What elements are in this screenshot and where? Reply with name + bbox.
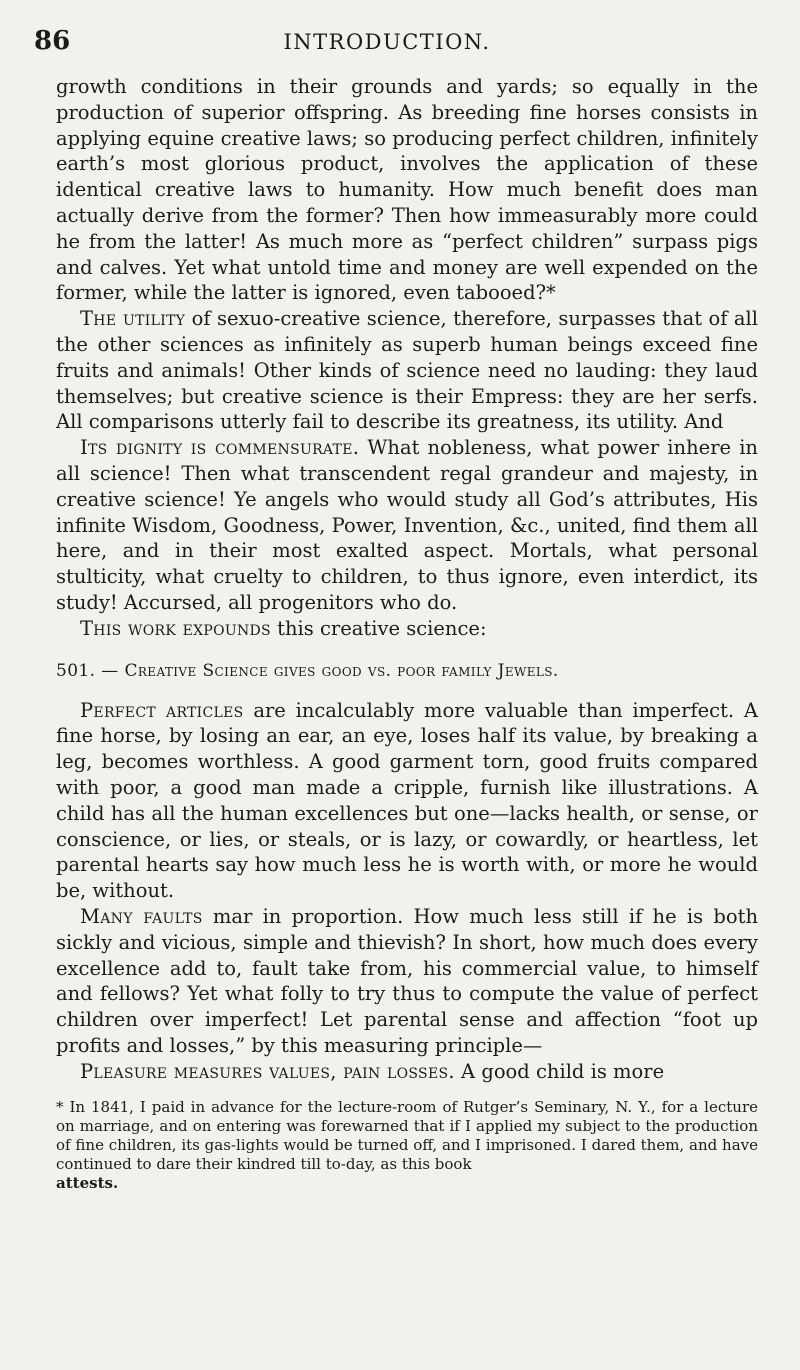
paragraph-1: growth conditions in their grounds and yards; so equally in the production of superior offspring. As breeding fine horses consists in applying equine creative laws; so producing perfect children, infinitely earth’s most glorious product, involves the application of these identical creative laws to humanity. How much benefit does man actually derive from the former? Then how immeasurably more could he from the latter! As much more as “perfect children” surpass pigs and calves. Yet what untold time and money are well expended on the former, while the latter is ignored, even tabooed?* bbox=[56, 75, 758, 305]
paragraph-text: A good child is more bbox=[454, 1059, 665, 1083]
footnote-text: * In 1841, I paid in advance for the lecture-room of Rutger’s Seminary, N. Y., for a lecture on marriage, and on entering was forewarned that if I applied my subject to the production of fine children, its gas-lights would be turned off, and I imprisoned. I dared them, and have continued to dare their kindred till to-day, as this book bbox=[56, 1098, 758, 1174]
lead-in: This work expounds bbox=[80, 616, 271, 640]
lead-in: The utility bbox=[80, 307, 186, 331]
paragraph-perfect-articles bbox=[56, 698, 758, 904]
paragraph-text: of sexuo-creative science, therefore, surpasses that of all the other sciences as infinitely as superb human beings exceed fine fruits and animals! Other kinds of science need no lauding: they laud themselves; but creative science is their Empress: they are her serfs. All comparisons utterly fail to describe its greatness, its utility. And bbox=[56, 307, 758, 434]
running-title: INTRODUCTION. bbox=[283, 30, 491, 54]
paragraph-text: this creative science: bbox=[270, 616, 487, 640]
lead-in: Many faults bbox=[80, 904, 203, 928]
paragraph-dignity bbox=[56, 435, 758, 616]
lead-in: Pleasure measures values, pain losses. bbox=[80, 1059, 455, 1083]
page-number: 86 bbox=[34, 26, 71, 56]
paragraph-this-work bbox=[56, 616, 758, 642]
footnote bbox=[56, 1098, 758, 1193]
paragraph-many-faults bbox=[56, 904, 758, 1059]
page-body bbox=[56, 74, 758, 1193]
paragraph-utility bbox=[56, 306, 758, 435]
paragraph-text: mar in proportion. How much less still if he is both sickly and vicious, simple and thievish? In short, how much does every excellence add to, fault take from, his commercial value, to himself and fellows? Yet what folly to try thus to compute the value of perfect children over imperfect! Let parental sense and affection “foot up profits and losses,” by this measuring principle— bbox=[56, 904, 758, 1057]
lead-in: Its dignity is commensurate. bbox=[80, 436, 360, 460]
page-header bbox=[34, 20, 740, 60]
lead-in: Perfect articles bbox=[80, 698, 244, 722]
paragraph-text: are incalculably more valuable than imperfect. A fine horse, by losing an ear, an eye, loses half its value, by breaking a leg, becomes worthless. A good garment torn, good fruits compared with poor, a good man made a cripple, furnish like illustrations. A child has all the human excellences but one—lacks health, or sense, or conscience, or lies, or steals, or is lazy, or cowardly, or heartless, let parental hearts say how much less he is worth with, or more he would be, without. bbox=[56, 698, 758, 903]
paragraph-pleasure bbox=[56, 1059, 758, 1085]
section-heading: 501. — Creative Science gives good vs. poor family Jewels. bbox=[56, 660, 559, 681]
paragraph-text: What nobleness, what power inhere in all science! Then what transcendent regal grandeur and majesty, in creative science! Ye angels who would study all God’s attributes, His infinite Wisdom, Goodness, Power, Invention, &c., united, find them all here, and in their most exalted aspect. Mortals, what personal stulticity, what cruelty to children, to thus ignore, even interdict, its study! Accursed, all progenitors who do. bbox=[56, 436, 758, 614]
footnote-last-word: attests. bbox=[56, 1174, 119, 1193]
